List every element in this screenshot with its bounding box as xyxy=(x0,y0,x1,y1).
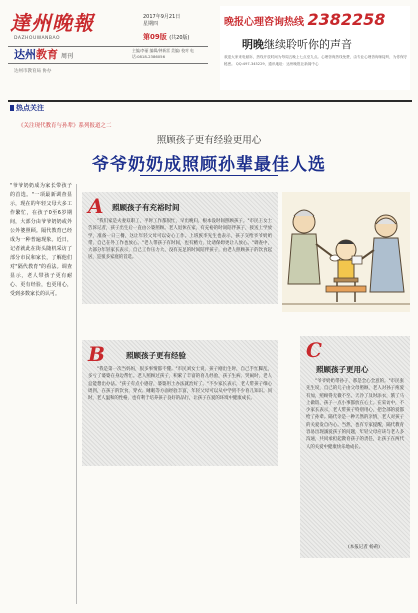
section-c-title: 照顾孩子更用心 xyxy=(316,365,369,374)
page-number xyxy=(143,32,189,42)
headline-rule xyxy=(140,175,278,176)
grandparents-feeding-child-icon xyxy=(282,192,410,312)
hotline-slogan-rest: 继续聆听你的声音 xyxy=(264,38,352,51)
masthead xyxy=(8,6,208,86)
section-b-body: "我是第一次当妈妈，很多事情都不懂。"市民刘女士说，孩子刚出生时，自己手忙脚乱，多亏了婆婆在身边帮忙。老人照顾过孩子，积累了丰富的育儿经验，孩子生病、哭闹时，老人总能想出办法。"孩子有点小感冒，婆婆用土办法就治好了。"不少家长表示，老人带孩子细心周到，在孩子的饮食、穿衣、睡眠等方面经验丰富，年轻父母可以从中学到不少育儿知识。同时，老人温和的性格，也有利于培养孩子良好的品行，让孩子在爱的环境中健康成长。 xyxy=(88,367,272,402)
section-b-card xyxy=(82,340,278,466)
article-kicker: 照顾孩子更有经验更用心 xyxy=(156,135,262,146)
section-a-title: 照顾孩子有充裕时间 xyxy=(112,203,180,212)
edition-name-part2: 教育 xyxy=(36,48,58,61)
department-credit: 达州市教育局 协办 xyxy=(14,69,52,74)
logo-text: 達州晚報 xyxy=(10,11,94,35)
hotline-slogan xyxy=(242,36,352,52)
section-a-letter: A xyxy=(88,194,104,218)
weekday-text: 星期四 xyxy=(143,21,159,27)
edition-bar xyxy=(8,46,208,64)
hot-topic-label: 热点关注 xyxy=(10,102,47,113)
hotline-header xyxy=(224,10,385,29)
editors-credits: 主编/李丽 编辑/钟新雷 美编/ 校对 电话:0818-2386056 xyxy=(132,48,194,59)
section-b-letter: B xyxy=(88,342,105,366)
article-headline: 爷爷奶奶成照顾孙辈最佳人选 xyxy=(92,155,326,175)
article-byline: (本报记者 杨莉) xyxy=(348,545,380,550)
hotline-box xyxy=(220,6,410,90)
page-note: (共20版) xyxy=(169,35,190,41)
section-c-card xyxy=(300,336,410,558)
section-c-letter: C xyxy=(306,338,322,362)
edition-title xyxy=(14,48,73,64)
article-intro: "爷爷奶奶成为家长带孩子的首选。"一项最新调查显示，现在的年轻父母大多工作繁忙，在孩子0至6岁期间，大部分由爷爷奶奶或外公外婆照顾。隔代教育已经成为一种普遍现象。近日，记者就此在街头随机采访了部分市民和家长，了解他们对"隔代教育"的看法。调查显示，老人带孩子更有耐心、更有经验，也更用心，受到多数家长的认可。 xyxy=(10,183,72,297)
page-label: 第09版 xyxy=(143,33,167,41)
newspaper-logo[interactable] xyxy=(10,12,134,34)
edition-suffix: 周刊 xyxy=(61,53,74,60)
section-bar xyxy=(8,100,412,112)
hotline-details: 欢迎大家来电倾诉，热线开放时间为每周五晚上七点至九点。心理咨询热线免费，由专业心理咨询师接听，为你保守秘密。 QQ:497-345229，通讯地址：达州晚报社新闻中心 xyxy=(224,55,408,66)
edition-name-part1: 达州 xyxy=(14,48,36,61)
date-text: 2017年9月21日 xyxy=(143,14,181,20)
issue-date xyxy=(143,14,180,28)
section-a-card xyxy=(82,192,278,304)
hotline-number: 2382258 xyxy=(307,10,386,29)
series-tag: 《关注现代教育与孙辈》系列报道之二 xyxy=(18,123,112,129)
section-b-title: 照顾孩子更有经验 xyxy=(126,351,186,360)
section-a-body: "我们家是夫妻双职工，平时工作都很忙，早出晚归，根本没时间照顾孩子。"市民王女士告诉记者，孩子出生后一直由公婆照顾。老人退休在家，有充裕的时间陪伴孩子，接送上学放学，准备一日三餐，这让年轻父母可以安心工作。上班族李先生也表示，孩子交给爷爷奶奶带，自己在外工作也放心。"老人带孩子有时间，也有精力，比请保姆更让人放心。"调查中，大部分年轻家长表示，自己工作压力大，没有充足的时间陪伴孩子，由老人照顾孩子的饮食起居，是很多家庭的首选。 xyxy=(88,219,272,261)
hotline-slogan-bold: 明晚 xyxy=(242,38,264,51)
hotline-label: 晚报心理咨询热线 xyxy=(224,17,304,28)
column-divider xyxy=(76,184,77,604)
section-c-body: "爷爷奶奶带孙子，那是全心全意的。"市民张先生说，自己的儿子由父母照顾，老人对孙子疼爱有加，照顾得无微不至。天冷了及时添衣，饿了马上做饭，孩子一点小事都放在心上。在采访中，不少家长表示，老人带孩子特别用心，把全部的爱都给了孙辈。隔代亲是一种天然的亲情，老人对孩子的关爱发自内心。当然，也有专家提醒，隔代教育容易出现溺爱孩子的问题，年轻父母应该与老人多沟通，共同承担起教育孩子的责任，让孩子在两代人的关爱中健康快乐地成长。 xyxy=(306,379,404,450)
logo-pinyin: DAZHOUWANBAO xyxy=(14,36,61,41)
